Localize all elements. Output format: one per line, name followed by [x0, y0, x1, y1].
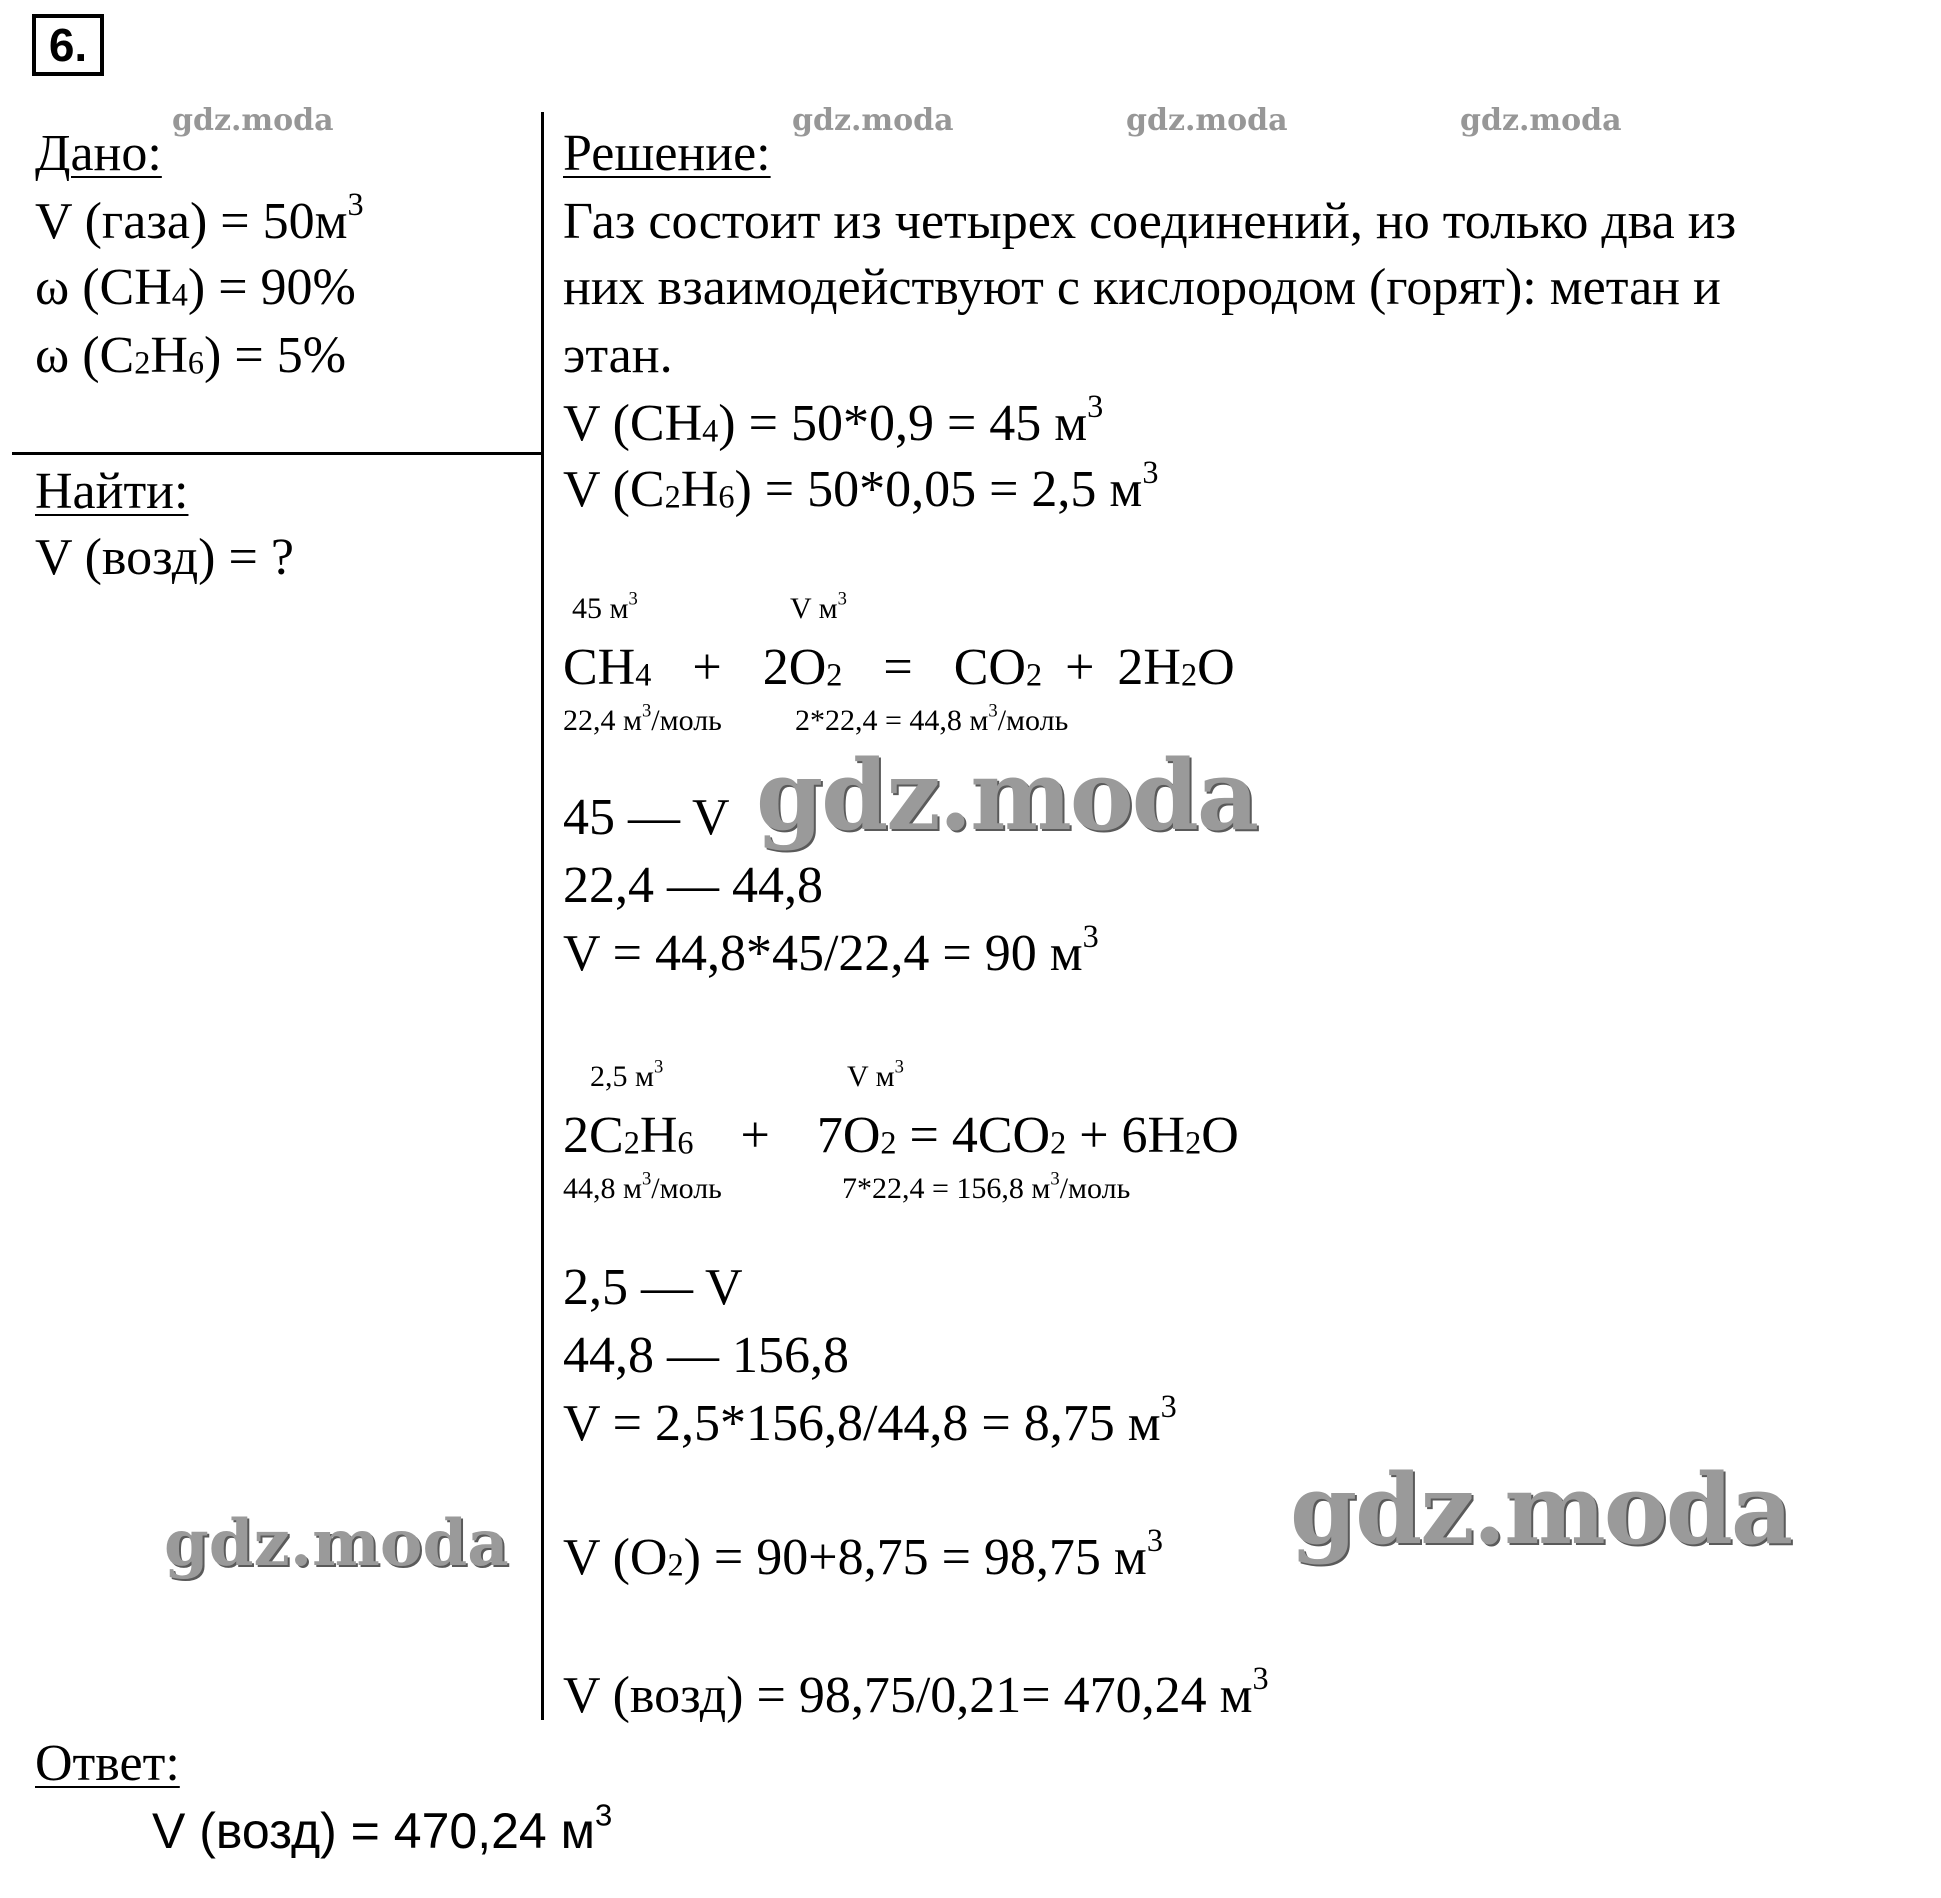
proportion2-line-1: 2,5 — V	[563, 1259, 743, 1316]
solution-text-line-2: них взаимодействуют с кислородом (горят): метан и	[563, 259, 1721, 316]
calc-v-ethane: V $(C_2H_6) = 50*0,05 = 2,5$ $м^3$	[563, 453, 1159, 518]
reaction1-below-oxygen: 2*22,4 = 44,8 $м^3$/моль	[795, 700, 1069, 737]
reaction1-equation: $CH_4 + 2O_2 = CO_2 + 2H_2O$	[563, 639, 1235, 696]
watermark-1: gdz.moda	[172, 103, 334, 138]
watermark-2: gdz.moda	[792, 103, 954, 138]
find-line: V (возд) = ?	[35, 529, 294, 586]
calc-v-oxygen-methane: V = 44,8*45/22,4 = 90 $м^3$	[563, 917, 1099, 982]
divider-vertical	[541, 112, 544, 1720]
watermark-4: gdz.moda	[1460, 103, 1622, 138]
task-number: 6.	[32, 14, 104, 76]
proportion1-line-1: 45 — V	[563, 789, 730, 846]
reaction2-below-oxygen: 7*22,4 = 156,8 $м^3$/моль	[842, 1168, 1131, 1205]
answer-title: Ответ:	[35, 1735, 180, 1792]
reaction2-equation: $2C_2H_6 + 7O_2 = 4CO_2 + 6H_2O$	[563, 1107, 1239, 1164]
given-gas-volume: V (газа) = $50м^3$	[35, 185, 364, 250]
reaction1-below-methane: 22,4 $м^3$/моль	[563, 700, 722, 737]
reaction1-above-methane: 45 $м^3$	[572, 588, 638, 625]
divider-horizontal	[12, 452, 542, 455]
watermark-7: gdz.moda	[1290, 1453, 1792, 1566]
calc-v-air: V (возд) = 98,75/0,21= 470,24 $м^3$	[563, 1659, 1269, 1724]
watermark-5: gdz.moda	[756, 739, 1258, 852]
given-methane-fraction: ω $(CH_4) = 90\%$	[35, 259, 356, 316]
reaction2-above-ethane: 2,5 $м^3$	[590, 1056, 664, 1093]
find-title: Найти:	[35, 463, 189, 520]
reaction2-above-oxygen: V $м^3$	[847, 1056, 904, 1093]
calc-v-oxygen-ethane: V = 2,5*156,8/44,8 = 8,75 $м^3$	[563, 1387, 1177, 1452]
calc-v-methane: V $(CH_4) = 50*0,9 = 45$ $м^3$	[563, 387, 1104, 452]
watermark-3: gdz.moda	[1126, 103, 1288, 138]
solution-text-line-1: Газ состоит из четырех соединений, но только два из	[563, 193, 1737, 250]
proportion2-line-2: 44,8 — 156,8	[563, 1327, 849, 1384]
reaction1-above-oxygen: V $м^3$	[790, 588, 847, 625]
solution-title: Решение:	[563, 125, 771, 182]
answer-line: V (возд) = 470,24 $м^3$	[152, 1797, 613, 1859]
reaction2-below-ethane: 44,8 $м^3$/моль	[563, 1168, 722, 1205]
calc-v-oxygen-total: V $(O_2) = 90+8,75 = 98,75$ $м^3$	[563, 1521, 1163, 1586]
proportion1-line-2: 22,4 — 44,8	[563, 857, 823, 914]
given-title: Дано:	[35, 125, 162, 182]
solution-text-line-3: этан.	[563, 327, 673, 384]
given-ethane-fraction: ω $(C_2H_6) = 5\%$	[35, 327, 347, 384]
watermark-6: gdz.moda	[164, 1506, 509, 1581]
